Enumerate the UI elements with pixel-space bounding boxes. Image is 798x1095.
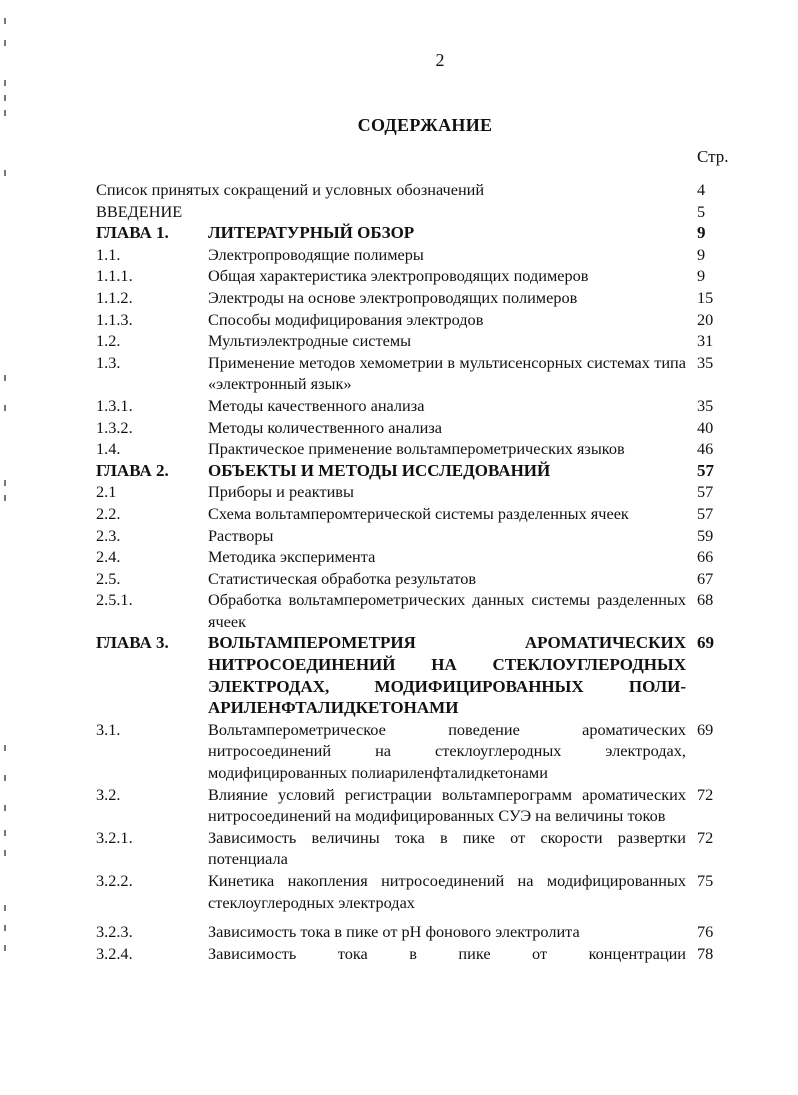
toc-entry-page: 57: [697, 482, 714, 502]
page-column-label: Стр.: [697, 147, 729, 166]
toc-chapter-entry: [96, 460, 736, 482]
toc-entry: [96, 546, 736, 568]
toc-entry-number: 2.5.: [96, 568, 121, 588]
toc-entry-page: 68: [697, 590, 714, 610]
toc-entry-title: Способы модифицирования электродов: [208, 309, 484, 329]
toc-entry-page: 31: [697, 331, 714, 351]
toc-entry: [96, 921, 736, 943]
toc-entry-number: 1.3.: [96, 352, 121, 372]
toc-entry-title: Мультиэлектродные системы: [208, 331, 412, 351]
toc-entry-number: 3.2.4.: [96, 943, 133, 963]
toc-entry: [96, 438, 736, 460]
toc-entry-number: 1.1.3.: [96, 309, 133, 329]
toc-entry-number: 2.1: [96, 482, 117, 502]
toc-entry-title: Электропроводящие полимеры: [208, 244, 424, 264]
toc-entry-page: 66: [697, 547, 714, 567]
toc-entry: [96, 201, 736, 223]
toc-entry-page: 76: [697, 922, 714, 942]
toc-entry-title: Зависимость тока в пике от pH фонового электролита: [208, 922, 580, 942]
toc-entry-title: ВОЛЬТАМПЕРОМЕТРИЯ АРОМАТИЧЕСКИХ НИТРОСОЕДИНЕНИЙ НА СТЕКЛОУГЛЕРОДНЫХ ЭЛЕКТРОДАХ, МОДИФИЦИРОВАННЫХ ПОЛИ-АРИЛЕНФТАЛИДКЕТОНАМИ: [208, 633, 686, 718]
toc-entry-page: 20: [697, 309, 714, 329]
toc-entry-title: Приборы и реактивы: [208, 482, 354, 502]
toc-entry-title: Методы количественного анализа: [208, 417, 443, 437]
toc-entry: [96, 870, 736, 913]
toc-entry: [96, 943, 736, 965]
toc-entry-title: Общая характеристика электропроводящих подимеров: [208, 266, 589, 286]
toc-entry: [96, 525, 736, 547]
toc-entry-number: 3.2.1.: [96, 827, 133, 847]
toc-entry-number: 1.1.2.: [96, 287, 133, 307]
toc-entry: [96, 417, 736, 439]
toc-entry-title: Вольтамперометрическое поведение ароматических нитросоединений на стеклоуглеродных электродах, модифицированных полиариленфталидкетонами: [208, 719, 686, 783]
toc-entry-number: 2.2.: [96, 503, 121, 523]
toc-entry-title: Зависимость тока в пике от концентрации: [208, 943, 686, 963]
toc-entry-page: 46: [697, 439, 714, 459]
toc-entry: [96, 481, 736, 503]
toc-entry-title: Кинетика накопления нитросоединений на модифицированных стеклоуглеродных электродах: [208, 871, 686, 912]
toc-entry-number: 3.2.3.: [96, 922, 133, 942]
toc-entry-number: ГЛАВА 1.: [96, 223, 169, 243]
toc-entry: [96, 265, 736, 287]
toc-entry-page: 78: [697, 943, 714, 963]
toc-entry-title: Методы качественного анализа: [208, 395, 425, 415]
toc-entry: [96, 568, 736, 590]
toc-entry-number: 2.3.: [96, 525, 121, 545]
toc-entry-number: ГЛАВА 3.: [96, 633, 169, 653]
toc-entry-title: Практическое применение вольтамперометрических языков: [208, 439, 625, 459]
scan-margin-marks: [4, 0, 14, 1095]
toc-entry-number: 1.3.1.: [96, 395, 133, 415]
toc-entry-page: 72: [697, 827, 714, 847]
toc-entry: [96, 589, 736, 632]
toc-entry-page: 35: [697, 352, 714, 372]
page-number: 2: [435, 50, 445, 70]
toc-entry: [96, 784, 736, 827]
toc-entry-number: 1.1.1.: [96, 266, 133, 286]
toc-entry-title: Влияние условий регистрации вольтамперограмм ароматических нитросоединений на модифицированных СУЭ на величины токов: [208, 784, 686, 826]
toc-entry-page: 4: [697, 180, 706, 199]
toc-entry-page: 69: [697, 719, 714, 739]
toc-entry-page: 9: [697, 244, 706, 264]
toc-entry-number: 1.1.: [96, 244, 121, 264]
toc-entry-number: 2.5.1.: [96, 590, 133, 610]
toc-entry-page: 5: [697, 201, 706, 221]
toc-entry-number: 3.2.: [96, 784, 121, 804]
toc-entry-page: 57: [697, 460, 714, 480]
toc-entry: [96, 719, 736, 784]
toc-entry: [96, 287, 736, 309]
toc-entry-page: 59: [697, 525, 714, 545]
toc-entry-page: 75: [697, 871, 714, 890]
toc-entry-number: 1.4.: [96, 439, 121, 459]
toc-entry-page: 57: [697, 503, 714, 523]
toc-entry-number: ГЛАВА 2.: [96, 460, 169, 480]
toc-entry-title: Схема вольтамперомтерической системы разделенных ячеек: [208, 503, 629, 523]
toc-entry-title: Электроды на основе электропроводящих полимеров: [208, 287, 578, 307]
toc-entry-title: ОБЪЕКТЫ И МЕТОДЫ ИССЛЕДОВАНИЙ: [208, 460, 551, 480]
toc-entry-title: Список принятых сокращений и условных обозначений: [96, 180, 485, 199]
toc-entry: [96, 330, 736, 352]
toc-entry-title: Статистическая обработка результатов: [208, 568, 477, 588]
toc-entry-number: 3.1.: [96, 719, 121, 739]
toc-entry-page: 9: [697, 223, 706, 243]
toc-entry: [96, 827, 736, 870]
toc-entry-page: 9: [697, 266, 706, 286]
toc-entry-title: ЛИТЕРАТУРНЫЙ ОБЗОР: [208, 223, 415, 243]
toc-entry-page: 40: [697, 417, 714, 437]
toc-entry-title: Растворы: [208, 525, 274, 545]
toc-entry-title: Обработка вольтамперометрических данных системы разделенных ячеек: [208, 590, 686, 631]
toc-chapter-entry: [96, 632, 736, 718]
toc-entry: [96, 503, 736, 525]
toc-entry-number: 1.3.2.: [96, 417, 133, 437]
toc-entry: [96, 352, 736, 395]
toc-entry: [96, 309, 736, 331]
toc-entry-page: 67: [697, 568, 714, 588]
toc-entry-page: 15: [697, 287, 714, 307]
toc-entry-number: 1.2.: [96, 331, 121, 351]
toc-entry-title: ВВЕДЕНИЕ: [96, 201, 183, 221]
toc-entry-title: Методика эксперимента: [208, 547, 376, 567]
toc-entry-page: 72: [697, 784, 714, 804]
toc-entry: [96, 179, 736, 201]
toc-entry-title: Зависимость величины тока в пике от скорости развертки потенциала: [208, 827, 686, 869]
table-of-contents: [96, 179, 736, 964]
toc-entry-page: 69: [697, 633, 714, 653]
toc-entry-page: 35: [697, 395, 714, 415]
toc-entry-number: 2.4.: [96, 547, 121, 567]
toc-entry-title: Применение методов хемометрии в мультисенсорных системах типа «электронный язык»: [208, 352, 686, 394]
toc-entry: [96, 395, 736, 417]
toc-entry-number: 3.2.2.: [96, 871, 133, 890]
toc-entry: [96, 244, 736, 266]
page-title: СОДЕРЖАНИЕ: [357, 115, 493, 135]
toc-chapter-entry: [96, 222, 736, 244]
